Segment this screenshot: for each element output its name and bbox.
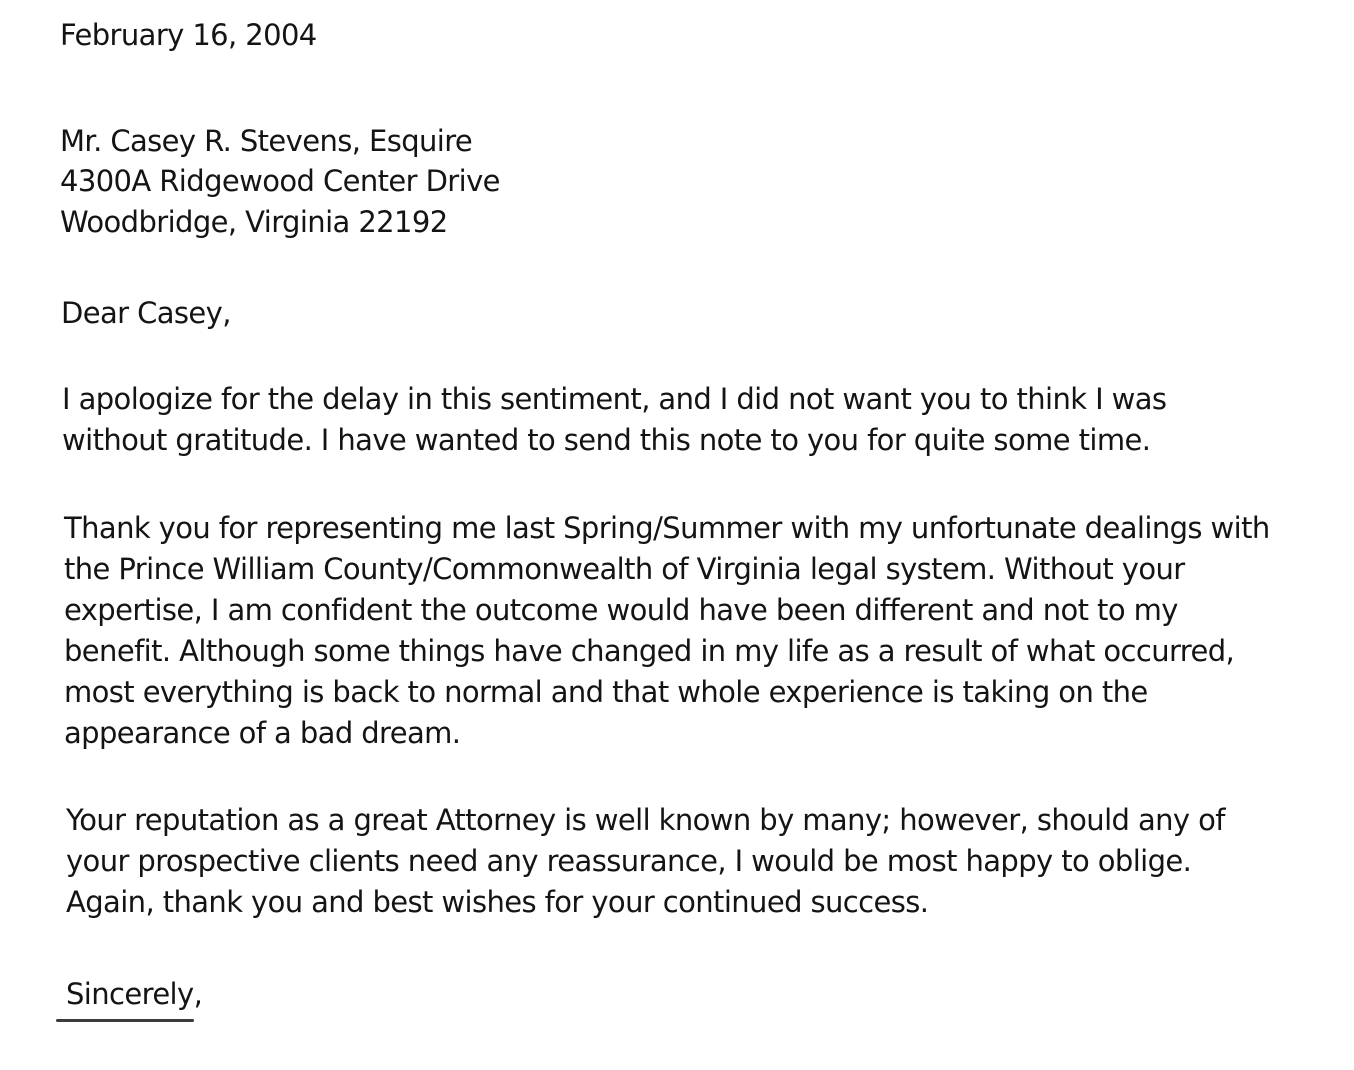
paragraph-line: Your reputation as a great Attorney is well known by many; however, should any of (66, 803, 1225, 837)
paragraph-line: appearance of a bad dream. (64, 716, 461, 750)
paragraph-line: Thank you for representing me last Spring/Summer with my unfortunate dealings with (64, 511, 1270, 545)
paragraph-line: your prospective clients need any reassurance, I would be most happy to oblige. (66, 844, 1192, 878)
paragraph-line: Again, thank you and best wishes for your continued success. (66, 885, 929, 919)
paragraph-line: expertise, I am confident the outcome would have been different and not to my (64, 593, 1178, 627)
recipient-street: 4300A Ridgewood Center Drive (60, 164, 500, 198)
recipient-city: Woodbridge, Virginia 22192 (60, 205, 448, 239)
salutation: Dear Casey, (61, 296, 231, 330)
paragraph-line: most everything is back to normal and that whole experience is taking on the (64, 675, 1148, 709)
recipient-name: Mr. Casey R. Stevens, Esquire (60, 124, 473, 158)
paragraph-line: the Prince William County/Commonwealth of Virginia legal system. Without your (64, 552, 1185, 586)
paragraph-line: benefit. Although some things have changed in my life as a result of what occurred, (64, 634, 1235, 668)
paragraph-line: I apologize for the delay in this sentiment, and I did not want you to think I was (62, 382, 1167, 416)
letter-date: February 16, 2004 (60, 18, 317, 52)
closing: Sincerely, (66, 977, 203, 1011)
paragraph-line: without gratitude. I have wanted to send this note to you for quite some time. (62, 423, 1151, 457)
signature-mark (56, 1019, 194, 1022)
